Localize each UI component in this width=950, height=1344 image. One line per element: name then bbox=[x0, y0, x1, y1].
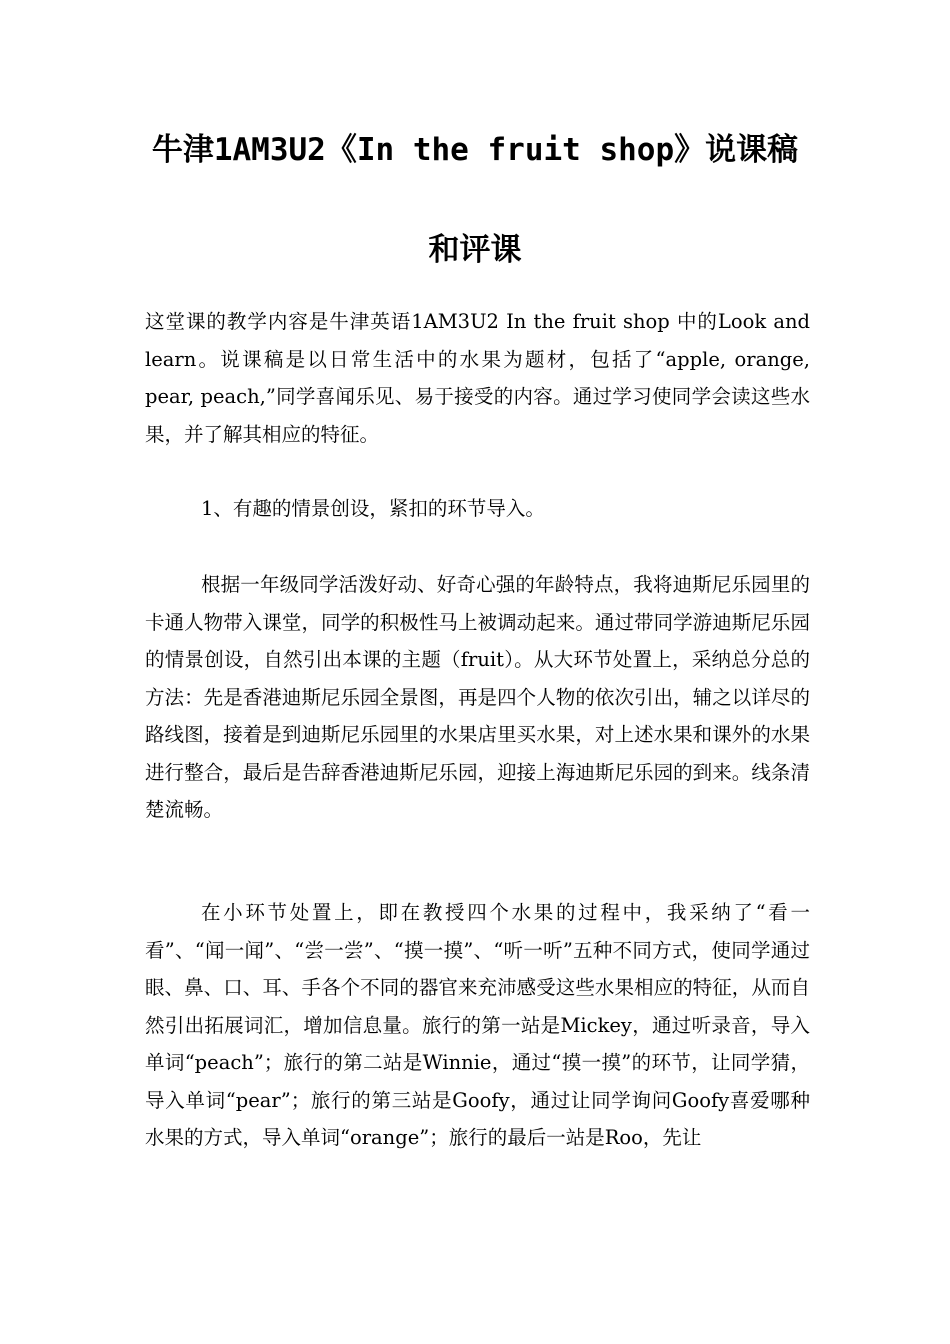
body-paragraph: 根据一年级同学活泼好动、好奇心强的年龄特点，我将迪斯尼乐园里的卡通人物带入课堂，同学的积极性马上被调动起来。通过带同学游迪斯尼乐园的情景创设，自然引出本课的主题（fruit）。从大环节处置上，采纳总分总的方法：先是香港迪斯尼乐园全景图，再是四个人物的依次引出，辅之以详尽的路线图，接着是到迪斯尼乐园里的水果店里买水果，对上述水果和课外的水果进行整合，最后是告辞香港迪斯尼乐园，迎接上海迪斯尼乐园的到来。线条清楚流畅。 bbox=[145, 573, 810, 821]
intro-paragraph: 这堂课的教学内容是牛津英语1AM3U2 In the fruit shop 中的Look and learn。说课稿是以日常生活中的水果为题材，包括了“apple, orange, pear, peach,”同学喜闻乐见、易于接受的内容。通过学习使同学会读这些水果，并了解其相应的特征。 bbox=[145, 310, 810, 446]
section-heading: 1、有趣的情景创设，紧扣的环节导入。 bbox=[201, 497, 545, 520]
body-paragraph: 在小环节处置上，即在教授四个水果的过程中，我采纳了“看一看”、“闻一闻”、“尝一尝”、“摸一摸”、“听一听”五种不同方式，使同学通过眼、鼻、口、耳、手各个不同的器官来充沛感受这些水果相应的特征，从而自然引出拓展词汇，增加信息量。旅行的第一站是Mickey，通过听录音，导入单词“peach”；旅行的第二站是Winnie，通过“摸一摸”的环节，让同学猜，导入单词“pear”；旅行的第三站是Goofy，通过让同学询问Goofy喜爱哪种水果的方式，导入单词“orange”；旅行的最后一站是Roo，先让 bbox=[145, 901, 810, 1149]
document-title: 牛津1AM3U2《In the fruit shop》说课稿 bbox=[151, 132, 799, 168]
document-title-continuation: 和评课 bbox=[428, 232, 522, 268]
